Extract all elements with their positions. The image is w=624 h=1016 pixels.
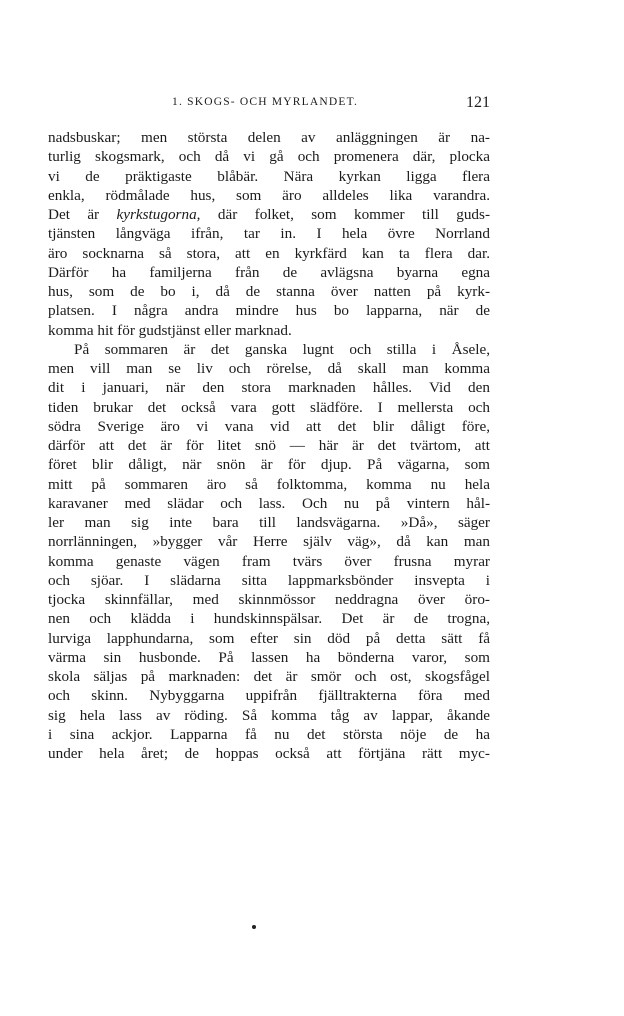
text-line: Det är kyrkstugorna, där folket, som kommer till guds- (48, 206, 490, 223)
text-line: nen och klädda i hundskinnspälsar. Det är de trogna, (48, 610, 490, 628)
ink-dot (252, 925, 256, 929)
text-line: mitt på sommaren äro så folktomma, komma nu hela (48, 475, 490, 493)
text-line: därför att det är för litet snö — här är det tvärtom, att (48, 437, 490, 454)
text-line: vi de präktigaste blåbär. Nära kyrkan ligga flera (48, 167, 490, 185)
text-line: föret blir dåligt, när snön är för djup. På vägarna, som (48, 456, 490, 474)
text-line: södra Sverige äro vi vana vid att det blir dåligt före, (48, 417, 490, 435)
text-line: skola säljas på marknaden: det är smör och ost, skogsfågel (48, 668, 490, 685)
text-line: dit i januari, när den stora marknaden hålles. Vid den (48, 379, 490, 397)
text-line: turlig skogsmark, och då vi gå och promenera där, plocka (48, 148, 490, 166)
text-line: nadsbuskar; men största delen av anläggningen är na- (48, 129, 490, 146)
text-line: komma hit för gudstjänst eller marknad. (48, 321, 292, 339)
text-line: enkla, rödmålade hus, som äro alldeles lika varandra. (48, 186, 490, 204)
text-line: komma genaste vägen fram tvärs över frusna myrar (48, 552, 490, 570)
text-line: sig hela lass av röding. Så komma tåg av lappar, åkande (48, 706, 490, 724)
text-line: tjocka skinnfällar, med skinnmössor neddragna över öro- (48, 591, 490, 608)
text-line: och sjöar. I slädarna sitta lappmarksbönder insvepta i (48, 571, 490, 589)
emphasized-term: kyrkstugorna (116, 206, 197, 223)
running-header (48, 94, 490, 116)
page-number: 121 (466, 94, 490, 111)
text-line: Därför ha familjerna från de avlägsna byarna egna (48, 263, 490, 281)
text-line: hus, som de bo i, då de stanna över natten på kyrk- (48, 283, 490, 300)
text-line: tiden brukar det också vara gott slädföre. I mellersta och (48, 398, 490, 416)
text-line: men vill man se liv och rörelse, då skall man komma (48, 360, 490, 377)
text-line: karavaner med slädar och lass. Och nu på vintern hål- (48, 494, 490, 512)
text-line: värma sin husbonde. På lassen ha bönderna varor, som (48, 648, 490, 666)
body-text (48, 128, 490, 763)
paragraph-1 (48, 128, 490, 340)
text-line: och skinn. Nybyggarna uppifrån fjälltrakterna föra med (48, 687, 490, 705)
text-line: under hela året; de hoppas också att förtjäna rätt myc- (48, 745, 490, 762)
text-line: ler man sig inte bara till landsvägarna. »Då», säger (48, 514, 490, 531)
text-line: äro socknarna så stora, att en kyrkfärd kan ta flera dar. (48, 244, 490, 262)
text-line: tjänsten långväga ifrån, tar in. I hela övre Norrland (48, 225, 490, 243)
text-line: i sina ackjor. Lapparna få nu det största nöje de ha (48, 725, 490, 743)
paragraph-2 (48, 340, 490, 764)
text-line: lurviga lapphundarna, som efter sin död på detta sätt få (48, 629, 490, 647)
chapter-title: 1. SKOGS- OCH MYRLANDET. (172, 96, 359, 108)
text-line: På sommaren är det ganska lugnt och stilla i Åsele, (74, 340, 490, 358)
text-line: norrlänningen, »bygger vår Herre själv väg», då kan man (48, 533, 490, 551)
text-line: platsen. I några andra mindre hus bo lapparna, när de (48, 302, 490, 320)
